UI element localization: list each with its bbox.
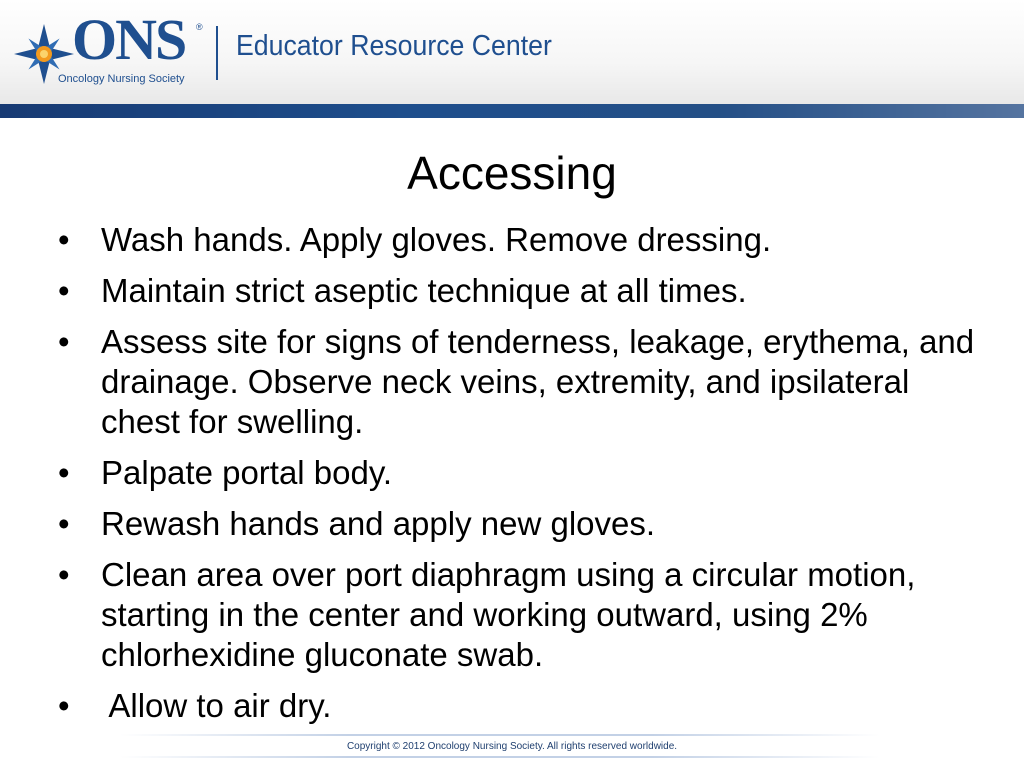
- ons-logo[interactable]: [14, 7, 204, 92]
- bullet-icon: •: [58, 221, 70, 258]
- bullet-text: Assess site for signs of tenderness, leakage, erythema, and drainage. Observe neck veins, extremity, and ipsilateral chest for swelling.: [101, 323, 975, 440]
- logo-letters: ONS: [72, 7, 186, 72]
- slide-title: Accessing: [407, 147, 617, 199]
- logo-subtitle: Oncology Nursing Society: [58, 73, 185, 85]
- bullet-text: Rewash hands and apply new gloves.: [101, 505, 656, 542]
- resource-center-name: Educator Resource Center: [236, 30, 552, 62]
- bullet-icon: •: [58, 454, 70, 491]
- header: [0, 0, 1024, 104]
- registered-mark: ®: [196, 22, 203, 32]
- footer-rule-bottom: [120, 756, 880, 758]
- header-divider: [216, 26, 218, 80]
- bullet-text: Clean area over port diaphragm using a circular motion, starting in the center and working outward, using 2% chlorhexidine gluconate swab.: [101, 556, 916, 673]
- bullet-icon: •: [58, 556, 70, 593]
- header-accent-bar: [0, 104, 1024, 118]
- bullet-item: [54, 453, 994, 493]
- bullet-list: [54, 220, 994, 737]
- bullet-icon: •: [58, 687, 70, 724]
- copyright-text: Copyright © 2012 Oncology Nursing Society. All rights reserved worldwide.: [346, 741, 678, 752]
- bullet-text: Maintain strict aseptic technique at all times.: [101, 272, 747, 309]
- bullet-icon: •: [58, 323, 70, 360]
- bullet-item: [54, 686, 994, 726]
- bullet-icon: •: [58, 272, 70, 309]
- bullet-text: Wash hands. Apply gloves. Remove dressing.: [101, 221, 772, 258]
- bullet-item: [54, 322, 994, 442]
- bullet-item: [54, 555, 994, 675]
- bullet-text: Palpate portal body.: [101, 454, 393, 491]
- bullet-text: Allow to air dry.: [101, 687, 332, 724]
- footer-rule-top: [120, 734, 880, 736]
- bullet-item: [54, 220, 994, 260]
- bullet-item: [54, 271, 994, 311]
- bullet-item: [54, 504, 994, 544]
- bullet-icon: •: [58, 505, 70, 542]
